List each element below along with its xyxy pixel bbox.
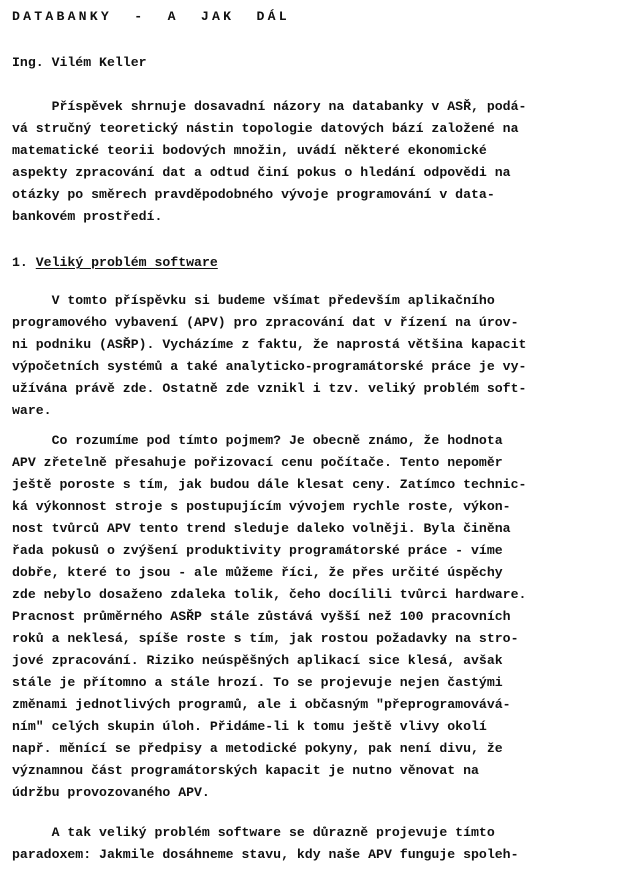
abstract-line: otázky po směrech pravděpodobného vývoje programování v data- (12, 187, 495, 202)
body-line: zde nebylo dosaženo zdaleka tolik, čeho docílili tvůrci hardware. (12, 587, 527, 602)
body-line: stále je přítomno a stále hrozí. To se projevuje nejen častými (12, 675, 503, 690)
body-line: Co rozumíme pod tímto pojmem? Je obecně známo, že hodnota (12, 433, 503, 448)
document-title: DATABANKY - A JAK DÁL (12, 9, 290, 24)
body-line: paradoxem: Jakmile dosáhneme stavu, kdy naše APV funguje spoleh- (12, 847, 519, 862)
abstract-line: Příspěvek shrnuje dosavadní názory na databanky v ASŘ, podá- (12, 99, 527, 114)
author-line: Ing. Vilém Keller (12, 55, 147, 70)
body-line: programového vybavení (APV) pro zpracování dat v řízení na úrov- (12, 315, 519, 330)
section-heading (12, 252, 218, 274)
body-line: V tomto příspěvku si budeme všímat především aplikačního (12, 293, 495, 308)
body-line: ještě poroste s tím, jak budou dále klesat ceny. Zatímco techniс- (12, 477, 527, 492)
section-number: 1. (12, 255, 36, 270)
body-line: ni podniku (ASŘP). Vycházíme z faktu, že naprostá většina kapacit (12, 337, 527, 352)
body-line: A tak veliký problém software se důrazně projevuje tímto (12, 825, 495, 840)
body-line: ním" celých skupin úloh. Přidáme-li k tomu ještě vlivy okolí (12, 719, 487, 734)
abstract-line: matematické teorii bodových množin, uvádí některé ekonomické (12, 143, 487, 158)
section-heading-text: Veliký problém software (35, 255, 218, 270)
body-line: jové zpracování. Riziko neúspěšných aplikací sice klesá, avšak (12, 653, 503, 668)
body-line: významnou část programátorských kapacit je nutno věnovat na (12, 763, 479, 778)
abstract-line: vá stručný teoretický nástin topologie datových bází založené na (12, 121, 519, 136)
abstract-line: bankovém prostředí. (12, 209, 163, 224)
abstract-line: aspekty zpracování dat a odtud činí pokus o hledání odpovědi na (12, 165, 511, 180)
body-line: APV zřetelně přesahuje pořizovací cenu počítače. Tento nepoměr (12, 455, 503, 470)
body-line: Pracnost průměrného ASŘP stále zůstává vyšší než 100 pracovních (12, 609, 511, 624)
body-line: např. měnící se předpisy a metodické pokyny, pak není divu, že (12, 741, 503, 756)
body-line: nost tvůrců APV tento trend sleduje daleko volněji. Byla činěna (12, 521, 511, 536)
body-line: ware. (12, 403, 52, 418)
body-line: ká výkonnost stroje s postupujícím vývojem rychle roste, výkon- (12, 499, 511, 514)
body-line: výpočetních systémů a také analyticko-programátorské práce je vy- (12, 359, 527, 374)
body-line: roků a neklesá, spíše roste s tím, jak rostou požadavky na stro- (12, 631, 519, 646)
body-line: dobře, které to jsou - ale můžeme říci, že přes určité úspěchy (12, 565, 503, 580)
body-line: řada pokusů o zvýšení produktivity programátorské práce - víme (12, 543, 503, 558)
body-line: užívána právě zde. Ostatně zde vznikl i tzv. veliký problém soft- (12, 381, 527, 396)
body-line: údržbu provozovaného APV. (12, 785, 210, 800)
body-line: změnami jednotlivých programů, ale i občasným "přeprogramovává- (12, 697, 511, 712)
